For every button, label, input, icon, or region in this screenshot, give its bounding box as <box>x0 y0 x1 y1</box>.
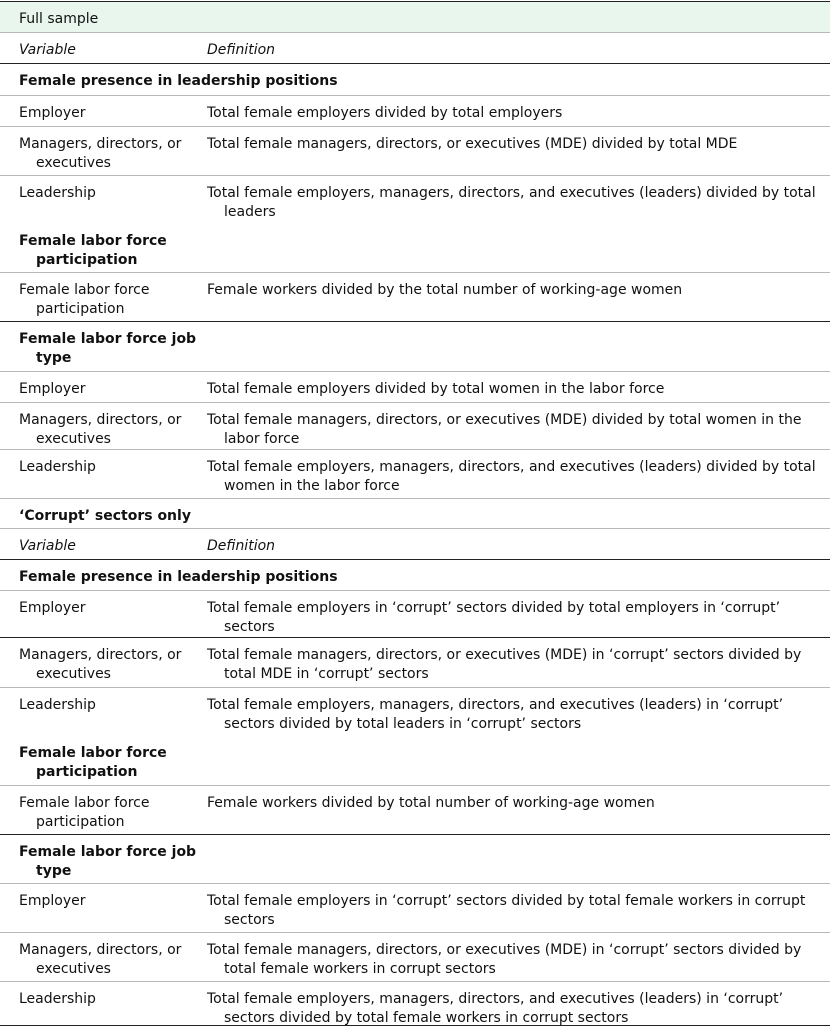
table-row <box>0 176 830 224</box>
variable-cell: Employer <box>19 105 86 121</box>
variable-cell: Leadership <box>19 459 96 475</box>
section-title: Full sample <box>19 11 99 27</box>
variable-cell: Leadership <box>19 185 96 201</box>
variable-cell: Female labor force participation <box>19 795 150 830</box>
column-header-row <box>0 529 830 559</box>
table-row <box>0 450 830 498</box>
definition-cell: Total female employers, managers, directors, and executives (leaders) divided by total women in the labor force <box>207 459 816 494</box>
variable-cell: Leadership <box>19 991 96 1007</box>
table-row <box>0 982 830 1025</box>
definition-cell: Total female managers, directors, or executives (MDE) divided by total MDE <box>207 136 738 152</box>
table-row <box>0 638 830 687</box>
variable-cell: Managers, directors, or executives <box>19 942 182 977</box>
column-header-definition: Definition <box>207 42 276 58</box>
definition-cell: Total female managers, directors, or executives (MDE) in ‘corrupt’ sectors divided by total female workers in corrupt sectors <box>207 942 802 977</box>
column-header-variable: Variable <box>19 538 76 554</box>
table-row <box>0 372 830 402</box>
definition-cell: Total female employers in ‘corrupt’ sectors divided by total female workers in corrupt sectors <box>207 893 806 928</box>
variable-cell: Female labor force participation <box>19 282 150 317</box>
table-row <box>0 127 830 175</box>
table-row <box>0 591 830 637</box>
definition-cell: Total female managers, directors, or executives (MDE) divided by total women in the labor force <box>207 412 802 447</box>
table-row <box>0 96 830 126</box>
group-header: Female labor force job type <box>19 844 197 879</box>
table-row <box>0 273 830 321</box>
table-bottom-rule <box>0 1025 830 1026</box>
definition-cell: Total female employers, managers, directors, and executives (leaders) divided by total leaders <box>207 185 816 220</box>
definition-cell: Total female employers in ‘corrupt’ sectors divided by total employers in ‘corrupt’ sectors <box>207 600 781 635</box>
section-header-full-sample <box>0 2 830 32</box>
section-header-corrupt-sectors <box>0 499 830 528</box>
definition-cell: Total female employers divided by total women in the labor force <box>207 381 665 397</box>
definition-cell: Total female employers, managers, directors, and executives (leaders) in ‘corrupt’ sectors divided by total female workers in corrupt sectors <box>207 991 784 1026</box>
definition-cell: Total female employers, managers, directors, and executives (leaders) in ‘corrupt’ sectors divided by total leaders in ‘corrupt’ sectors <box>207 697 784 732</box>
column-header-row <box>0 33 830 63</box>
variable-cell: Employer <box>19 381 86 397</box>
variable-cell: Employer <box>19 893 86 909</box>
definition-cell: Total female employers divided by total employers <box>207 105 563 121</box>
table-row <box>0 403 830 449</box>
variable-cell: Employer <box>19 600 86 616</box>
definition-cell: Total female managers, directors, or executives (MDE) in ‘corrupt’ sectors divided by total MDE in ‘corrupt’ sectors <box>207 647 802 682</box>
definition-cell: Female workers divided by the total number of working-age women <box>207 282 683 298</box>
group-header: Female presence in leadership positions <box>19 73 338 89</box>
column-header-definition: Definition <box>207 538 276 554</box>
table-row <box>0 688 830 736</box>
group-header: Female labor force participation <box>19 745 167 780</box>
table-row <box>0 884 830 932</box>
variable-cell: Managers, directors, or executives <box>19 412 182 447</box>
variable-cell: Managers, directors, or executives <box>19 136 182 171</box>
table-row <box>0 786 830 834</box>
column-header-variable: Variable <box>19 42 76 58</box>
section-title: ‘Corrupt’ sectors only <box>19 508 191 524</box>
table-row <box>0 933 830 981</box>
definition-cell: Female workers divided by total number of working-age women <box>207 795 655 811</box>
variable-cell: Managers, directors, or executives <box>19 647 182 682</box>
variable-cell: Leadership <box>19 697 96 713</box>
group-header: Female presence in leadership positions <box>19 569 338 585</box>
group-header: Female labor force job type <box>19 331 197 366</box>
group-header: Female labor force participation <box>19 233 167 268</box>
